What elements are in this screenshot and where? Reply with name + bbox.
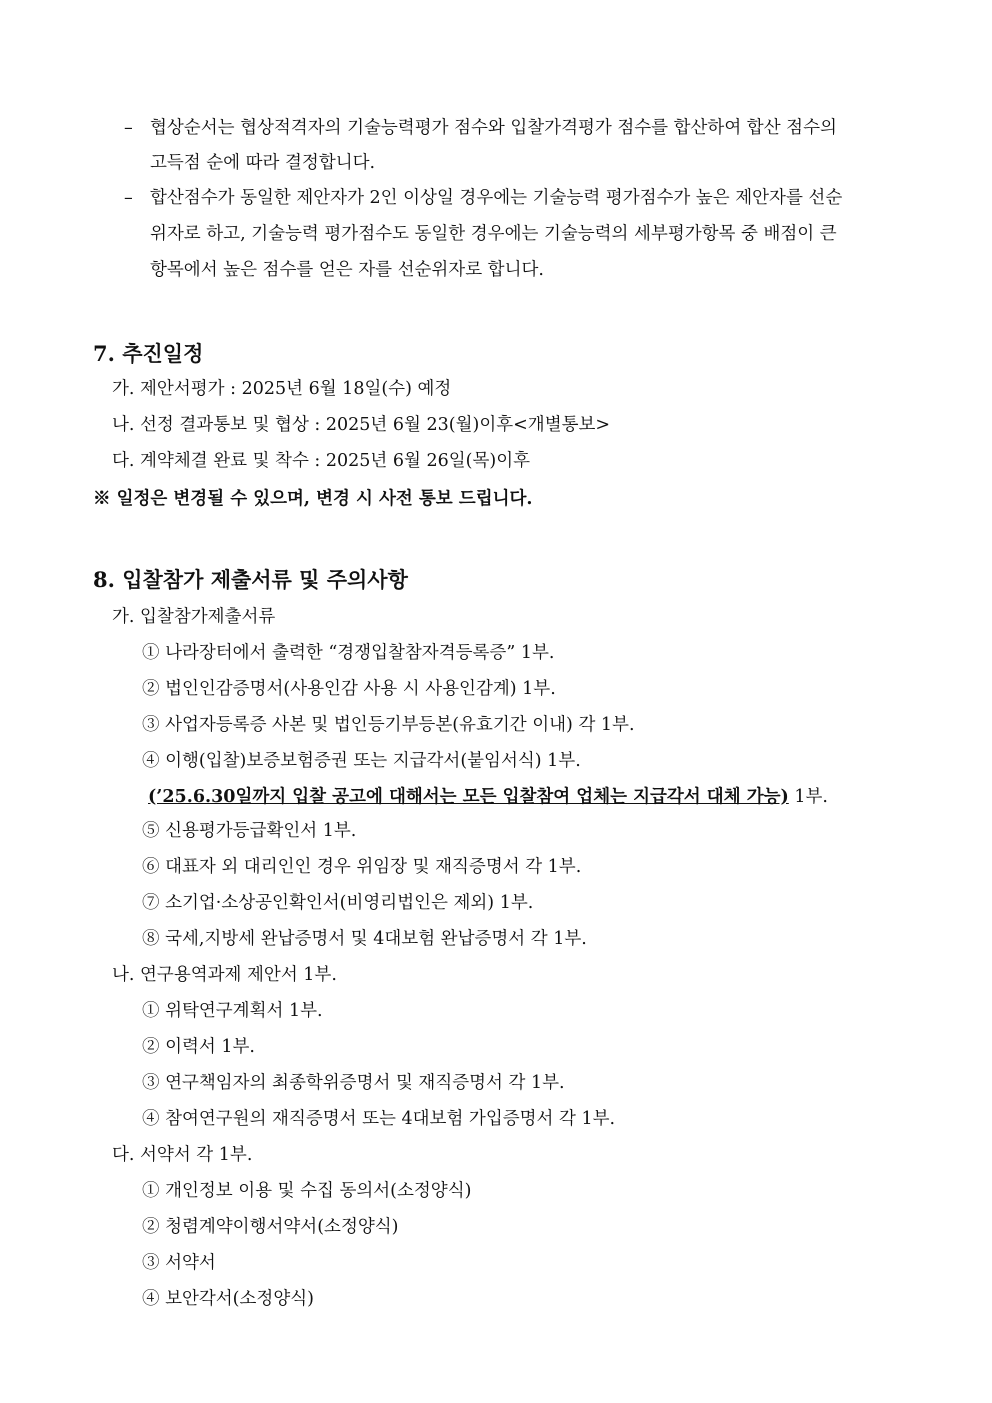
bullet-text-line: 협상순서는 협상적격자의 기술능력평가 점수와 입찰가격평가 점수를 합산하여 합산 점수의	[150, 118, 837, 138]
subsection-ga-label: 가. 입찰참가제출서류	[112, 607, 276, 627]
bullet-text-line: 위자로 하고, 기술능력 평가점수도 동일한 경우에는 기술능력의 세부평가항목 중 배점이 큰	[150, 224, 837, 244]
guarantee-note-tail: 1부.	[788, 787, 828, 807]
section-8-title: 8. 입찰참가 제출서류 및 주의사항	[93, 567, 408, 592]
document-list-item: ③ 연구책임자의 최종학위증명서 및 재직증명서 각 1부.	[142, 1073, 565, 1093]
document-list-item: ② 이력서 1부.	[142, 1037, 255, 1057]
document-list-item: ① 개인정보 이용 및 수집 동의서(소정양식)	[142, 1181, 472, 1201]
schedule-notice: ※ 일정은 변경될 수 있으며, 변경 시 사전 통보 드립니다.	[93, 489, 533, 509]
document-list-item: ② 청렴계약이행서약서(소정양식)	[142, 1217, 399, 1237]
bullet-text-line: 고득점 순에 따라 결정합니다.	[150, 153, 376, 173]
document-list-item: ④ 이행(입찰)보증보험증권 또는 지급각서(붙임서식) 1부.	[142, 751, 581, 771]
bullet-text-line: 항목에서 높은 점수를 얻은 자를 선순위자로 합니다.	[150, 260, 544, 280]
guarantee-note	[148, 785, 828, 809]
document-list-item: ⑧ 국세,지방세 완납증명서 및 4대보험 완납증명서 각 1부.	[142, 929, 587, 949]
schedule-item: 가. 제안서평가 : 2025년 6월 18일(수) 예정	[112, 379, 452, 399]
document-list-item: ④ 참여연구원의 재직증명서 또는 4대보험 가입증명서 각 1부.	[142, 1109, 616, 1129]
document-list-item: ④ 보안각서(소정양식)	[142, 1289, 314, 1309]
bullet-dash: –	[124, 188, 133, 208]
bullet-text-line: 합산점수가 동일한 제안자가 2인 이상일 경우에는 기술능력 평가점수가 높은 제안자를 선순	[150, 188, 843, 208]
bullet-dash: –	[124, 118, 133, 138]
document-list-item: ⑤ 신용평가등급확인서 1부.	[142, 821, 357, 841]
document-list-item: ① 위탁연구계획서 1부.	[142, 1001, 323, 1021]
document-list-item: ② 법인인감증명서(사용인감 사용 시 사용인감계) 1부.	[142, 679, 556, 699]
document-list-item: ③ 사업자등록증 사본 및 법인등기부등본(유효기간 이내) 각 1부.	[142, 715, 635, 735]
guarantee-note-emphasis: (’25.6.30일까지 입찰 공고에 대해서는 모든 입찰참여 업체는 지급각서 대체 가능)	[148, 787, 789, 807]
schedule-item: 다. 계약체결 완료 및 착수 : 2025년 6월 26일(목)이후	[112, 451, 531, 471]
document-list-item: ① 나라장터에서 출력한 “경쟁입찰참자격등록증” 1부.	[142, 643, 555, 663]
section-7-title: 7. 추진일정	[93, 341, 204, 366]
document-list-item: ③ 서약서	[142, 1253, 216, 1273]
document-list-item: ⑦ 소기업·소상공인확인서(비영리법인은 제외) 1부.	[142, 893, 534, 913]
schedule-item: 나. 선정 결과통보 및 협상 : 2025년 6월 23(월)이후<개별통보>	[112, 415, 611, 435]
subsection-da-label: 다. 서약서 각 1부.	[112, 1145, 253, 1165]
subsection-na-label: 나. 연구용역과제 제안서 1부.	[112, 965, 337, 985]
document-list-item: ⑥ 대표자 외 대리인인 경우 위임장 및 재직증명서 각 1부.	[142, 857, 582, 877]
